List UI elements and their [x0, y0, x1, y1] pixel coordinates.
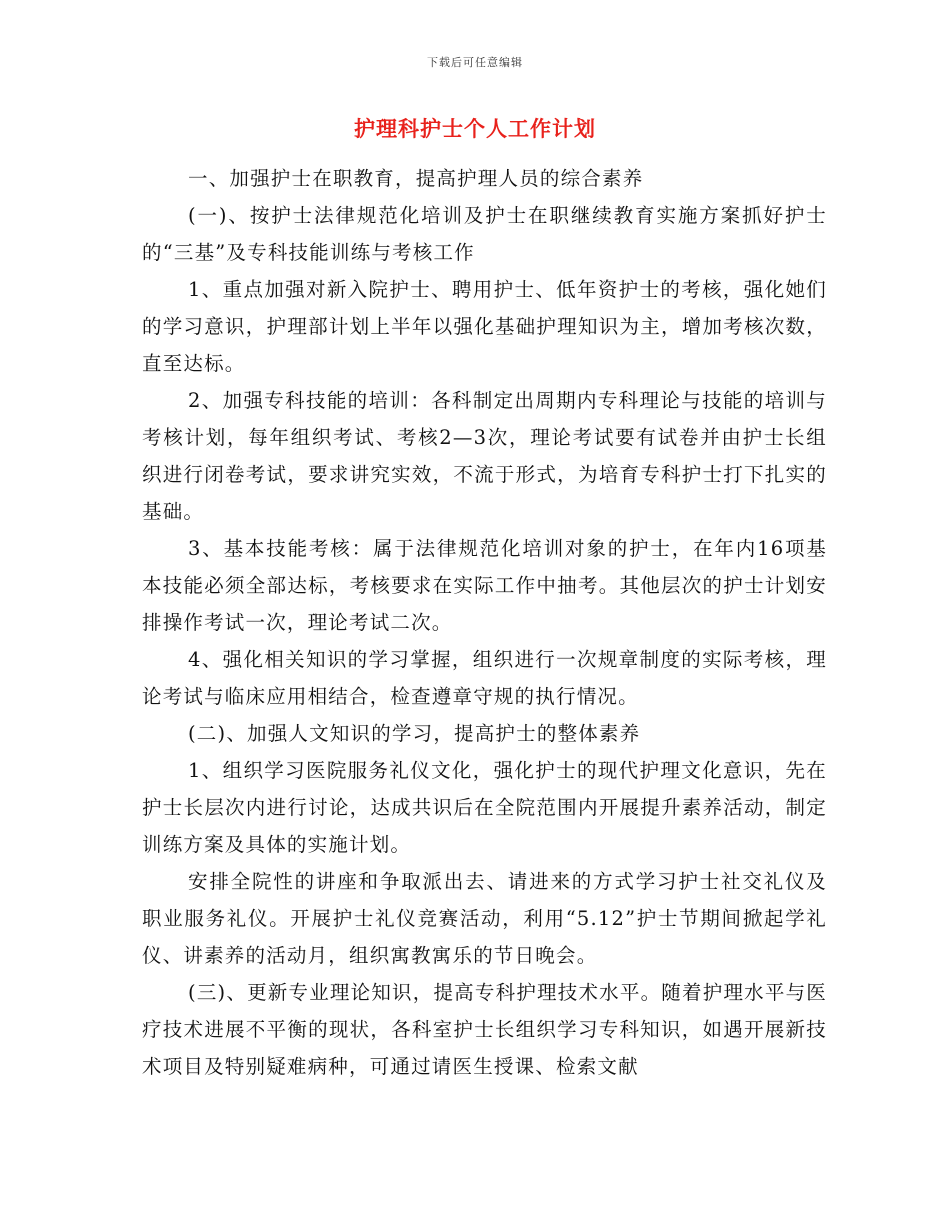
- paragraph-item-2: 2、加强专科技能的培训：各科制定出周期内专科理论与技能的培训与考核计划，每年组织考试、考核2—3次，理论考试要有试卷并由护士长组织进行闭卷考试，要求讲究实效，不流于形式，为培育专科护士打下扎实的基础。: [142, 389, 827, 523]
- subsection-heading-2: (二)、加强人文知识的学习，提高护士的整体素养: [188, 722, 641, 745]
- paragraph-item-6: 安排全院性的讲座和争取派出去、请进来的方式学习护士社交礼仪及职业服务礼仪。开展护士礼仪竞赛活动，利用“5.12”护士节期间掀起学礼仪、讲素养的活动月，组织寓教寓乐的节日晚会。: [142, 870, 827, 967]
- section-heading-1: 一、加强护士在职教育，提高护理人员的综合素养: [188, 167, 644, 190]
- subsection-heading-3: (三)、更新专业理论知识，提高专科护理技术水平。随着护理水平与医疗技术进展不平衡的现状，各科室护士长组织学习专科知识，如遇开展新技术项目及特别疑难病种，可通过请医生授课、检索文献: [142, 981, 827, 1078]
- page-header-note: 下载后可任意编辑: [427, 56, 523, 69]
- paragraph-item-1: 1、重点加强对新入院护士、聘用护士、低年资护士的考核，强化她们的学习意识，护理部计划上半年以强化基础护理知识为主，增加考核次数，直至达标。: [142, 278, 827, 375]
- paragraph-item-4: 4、强化相关知识的学习掌握，组织进行一次规章制度的实际考核，理论考试与临床应用相结合，检查遵章守规的执行情况。: [142, 648, 827, 708]
- document-title: 护理科护士个人工作计划: [354, 116, 596, 141]
- paragraph-item-3: 3、基本技能考核：属于法律规范化培训对象的护士，在年内16项基本技能必须全部达标，考核要求在实际工作中抽考。其他层次的护士计划安排操作考试一次，理论考试二次。: [142, 537, 827, 634]
- paragraph-item-5: 1、组织学习医院服务礼仪文化，强化护士的现代护理文化意识，先在护士长层次内进行讨论，达成共识后在全院范围内开展提升素养活动，制定训练方案及具体的实施计划。: [142, 759, 827, 856]
- subsection-heading-1: (一)、按护士法律规范化培训及护士在职继续教育实施方案抓好护士的“三基”及专科技能训练与考核工作: [142, 204, 827, 264]
- document-body: [142, 160, 827, 1085]
